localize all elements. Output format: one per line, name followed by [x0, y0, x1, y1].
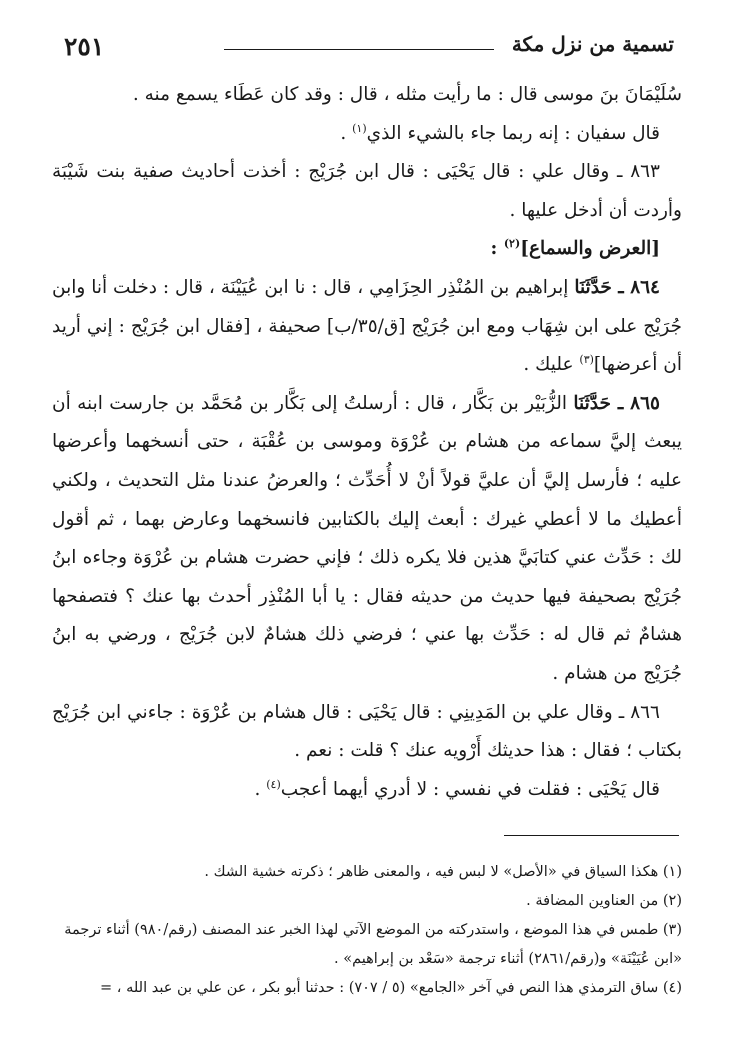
paragraph-text: ٨٦٣ ـ وقال علي : قال يَحْيَى : قال ابن جُرَيْج : أخذت أحاديث صفية بنت شَيْبَة وأردت أن أدخل عليها . [52, 161, 682, 221]
paragraph [52, 153, 682, 230]
heading-text: [العرض والسماع] [520, 238, 660, 260]
paragraph-text: قال يَحْيَى : فقلت في نفسي : لا أدري أيهما أعجب [280, 778, 660, 800]
paragraph-text: سُلَيْمَانَ بنَ موسى قال : ما رأيت مثله ، قال : وقد كان عَطَاء يسمع منه . [132, 84, 682, 105]
paragraph-text: ٨٦٦ ـ وقال علي بن المَدِينِي : قال يَحْيَى : قال هشام بن عُرْوَة : جاءني ابن جُرَيْج بكتاب ؛ فقال : هذا حديثك أَرْويه عنك ؟ قلت : نعم . [52, 701, 682, 762]
paragraph [52, 771, 682, 810]
footnote: (٢) من العناوين المضافة . [526, 893, 682, 909]
hadith-lead: ٨٦٥ ـ حَدَّثَنَا [573, 392, 660, 414]
running-title: تسمية من نزل مكة [511, 32, 674, 56]
paragraph [52, 269, 682, 385]
footnote-ref: (١) [352, 121, 367, 135]
page-number: ٢٥١ [64, 32, 105, 61]
paragraph [52, 694, 682, 771]
paragraph [52, 385, 682, 694]
footnote-ref: (٤) [266, 777, 281, 791]
page-header [64, 32, 674, 66]
paragraph-end: . [254, 778, 267, 800]
paragraph-text: الزُّبَيْر بن بَكَّار ، قال : أرسلتُ إلى بَكَّار بن مُحَمَّد بن جارست ابنه أن يبعث إليَّ سماعه من هشام بن عُرْوَة وموسى بن عُقْبَة ، حتى أنسخهما وأعرضها عليه ؛ فأرسل إليَّ أن عليَّ قولاً أنْ لا أُحَدِّث ؛ والعرضُ عندنا مثل التحديث ، ولكني أعطيك ما لا أعطي غيرك : أبعث إليك بالكتابين فانسخهما وعارض بهما ، ثم أقول لك : حَدِّث عني كتابَيَّ هذين فلا يكره ذلك ؛ فإني حضرت هشام بن عُرْوَة وجاءه ابنُ جُرَيْج بصحيفة فيها حديث من حديثه فقال : يا أبا المُنْذِر أحدث بها عنك ؟ فتصفحها هشامٌ ثم قال له : حَدِّث بها عني ؛ فرضي ذلك هشامٌ لابن جُرَيْج ، ورضي به ابنُ جُرَيْج من هشام . [52, 392, 682, 684]
paragraph-text: إبراهيم بن المُنْذِر الحِزَامِي ، قال : نا ابن عُيَيْنَة ، قال : دخلت أنا وابن جُرَيْج على ابن شِهَاب ومع ابن جُرَيْج [ق/٣٥/ب] صحيفة ، [فقال ابن جُرَيْج : إني أريد أن أعرضها] [52, 276, 682, 376]
paragraph [52, 115, 682, 154]
footnote-ref: (٣) [579, 353, 594, 366]
paragraph-end: عليك . [523, 354, 580, 376]
hadith-lead: ٨٦٤ ـ حَدَّثَنَا [574, 276, 660, 298]
paragraph-end: . [340, 122, 353, 144]
footnote: (١) هكذا السياق في «الأصل» لا لبس فيه ، والمعنى ظاهر ؛ ذكرته خشية الشك . [204, 864, 682, 880]
footnote: (٤) ساق الترمذي هذا النص في آخر «الجامع» (٥ / ٧٠٧) : حدثنا أبو بكر ، عن علي بن عبد الله ، = [100, 980, 682, 996]
header-rule [224, 49, 494, 50]
footnote-rule [504, 835, 679, 836]
footnote: (٣) طمس في هذا الموضع ، واستدركته من الموضع الآتي لهذا الخبر عند المصنف (رقم/٩٨٠) أثناء ترجمة «ابن عُيَيْنَة» و(رقم/٢٨٦١) أثناء ترجمة «سَعْد بن إبراهيم» . [64, 922, 682, 967]
paragraph-text: قال سفيان : إنه ربما جاء بالشيء الذي [366, 122, 660, 144]
heading-end: : [490, 238, 504, 260]
footnote-ref: (٢) [503, 237, 521, 251]
section-heading [52, 230, 682, 269]
paragraph [52, 76, 682, 115]
footnotes [52, 858, 682, 1003]
main-text [52, 76, 682, 809]
